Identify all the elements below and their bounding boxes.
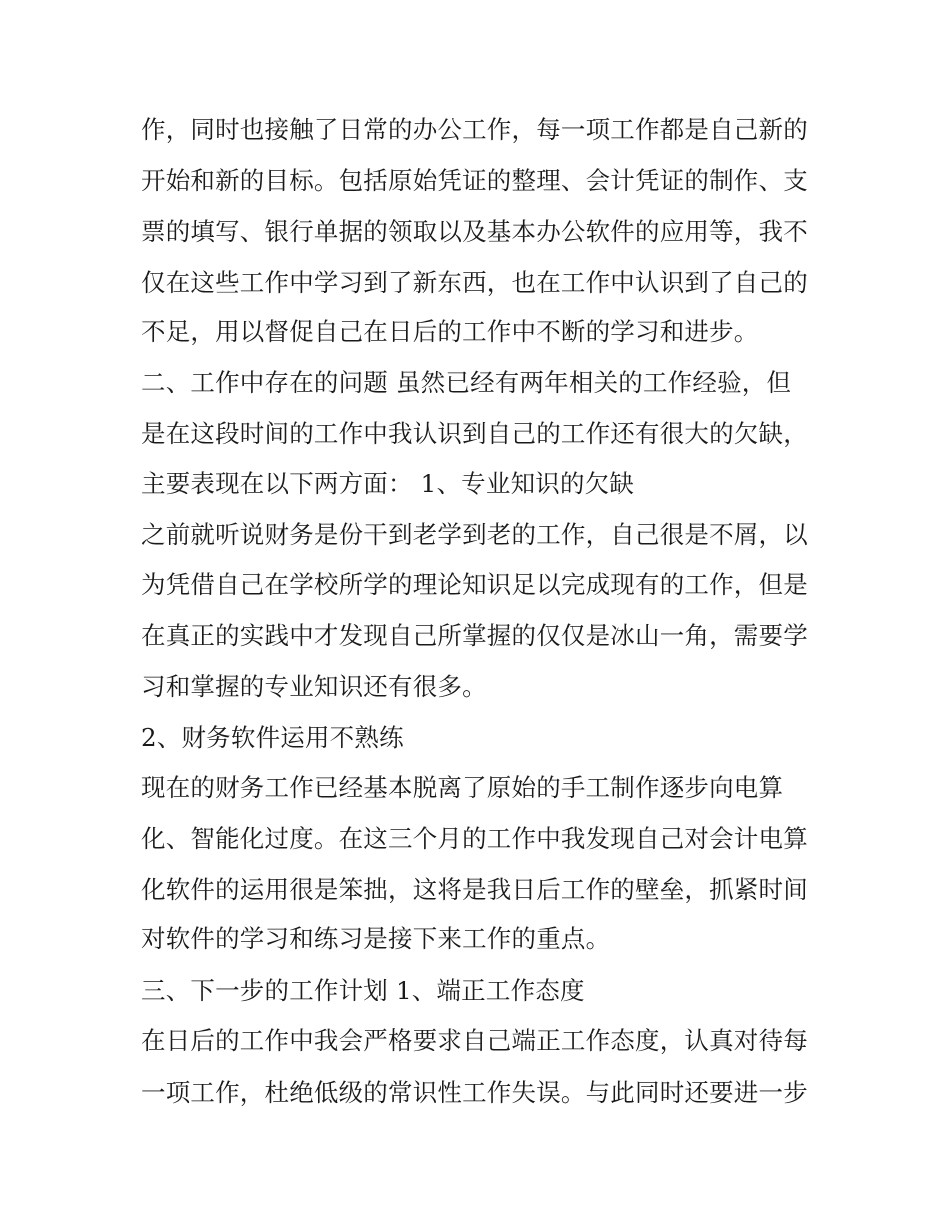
- text-line: 化、智能化过度。在这三个月的工作中我发现自己对会计电算: [141, 824, 808, 853]
- text-line: 之前就听说财务是份干到老学到老的工作，自己很是不屑，以: [141, 520, 808, 549]
- text-line: 在日后的工作中我会严格要求自己端正工作态度，认真对待每: [141, 1026, 808, 1055]
- text-line: 开始和新的目标。包括原始凭证的整理、会计凭证的制作、支: [141, 166, 808, 195]
- subheading-line: 2、财务软件运用不熟练: [141, 723, 404, 752]
- text-line: 在真正的实践中才发现自己所掌握的仅仅是冰山一角，需要学: [141, 621, 808, 650]
- text-line: 票的填写、银行单据的领取以及基本办公软件的应用等，我不: [141, 217, 808, 246]
- section-heading-line: 三、下一步的工作计划 1、端正工作态度: [141, 976, 585, 1005]
- section-heading-line: 二、工作中存在的问题 虽然已经有两年相关的工作经验，但: [141, 368, 792, 397]
- text-line: 一项工作，杜绝低级的常识性工作失误。与此同时还要进一步: [141, 1078, 808, 1107]
- text-line: 现在的财务工作已经基本脱离了原始的手工制作逐步向电算: [141, 773, 784, 802]
- text-line: 作，同时也接触了日常的办公工作，每一项工作都是自己新的: [141, 115, 808, 144]
- text-line: 仅在这些工作中学习到了新东西，也在工作中认识到了自己的: [141, 268, 808, 297]
- text-line: 习和掌握的专业知识还有很多。: [141, 672, 487, 701]
- text-line: 化软件的运用很是笨拙，这将是我日后工作的壁垒，抓紧时间: [141, 875, 808, 904]
- text-line: 对软件的学习和练习是接下来工作的重点。: [141, 924, 611, 953]
- text-line: 是在这段时间的工作中我认识到自己的工作还有很大的欠缺，: [141, 419, 808, 448]
- subheading-line: 主要表现在以下两方面： 1、专业知识的欠缺: [141, 469, 635, 498]
- text-line: 为凭借自己在学校所学的理论知识足以完成现有的工作，但是: [141, 570, 808, 599]
- text-line: 不足，用以督促自己在日后的工作中不断的学习和进步。: [141, 317, 759, 346]
